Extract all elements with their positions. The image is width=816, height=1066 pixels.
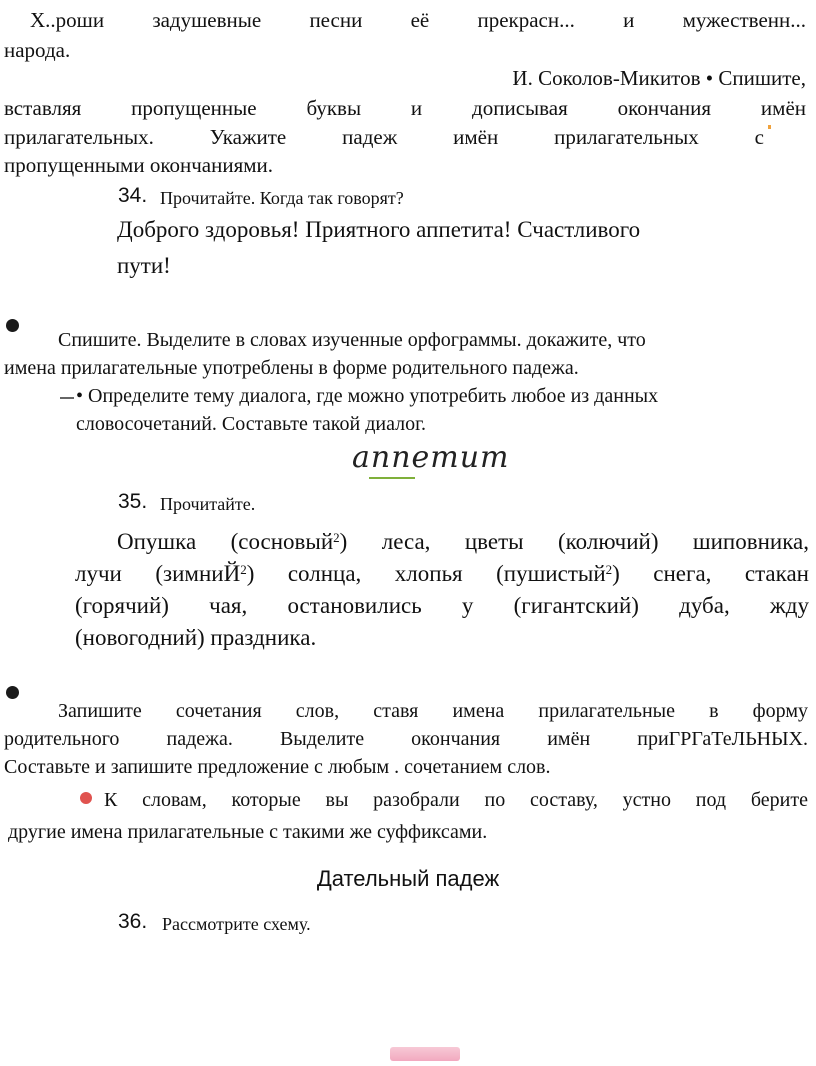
exercise-35-line-3: (горячий) чая, остановились у (гигантский) дуба, жду [75,593,809,618]
exercise-35-task-2-line-1: К словам, которые вы разобрали по составу, устно под берите [104,789,808,811]
author-line: И. Соколов-Микитов • Спишите, [512,66,806,90]
exercise-35-task-1-line-3: Составьте и запишите предложение с любым . сочетанием слов. [4,756,551,778]
task-line-2: прилагательных. Укажите падеж имён прилагательных с [4,125,764,149]
pink-strip [390,1047,460,1061]
exercise-35-line-4: (новогодний) праздника. [75,625,317,650]
exercise-35-line-1: Опушка (сосновый$^2$) леса, цветы (колючий) шиповника, [117,529,809,554]
exercise-34-text-line-2: пути! [117,253,171,278]
exercise-34-task-1-line-1: Спишите. Выделите в словах изученные орфограммы. докажите, что [58,329,646,351]
exercise-35-task-2-line-2: другие имена прилагательные с такими же суффиксами. [8,821,488,843]
exercise-35-number: 35. [118,490,148,513]
exercise-36-number: 36. [118,910,148,933]
exercise-34-task-2-line-1: • Определите тему диалога, где можно употребить любое из данных [76,385,659,407]
handwriting-underline [369,477,415,479]
intro-line-2: народа. [4,38,71,62]
exercise-35-task-1-line-2: родительного падежа. Выделите окончания имён приГРГаТеЛЬНЫХ. [4,728,808,750]
exercise-36-instruction: Рассмотрите схему. [162,914,311,934]
handwriting-word [352,440,510,480]
task-line-3: пропущенными окончаниями. [4,153,274,177]
handwriting-text: аппетит [352,440,510,475]
section-title: Дательный падеж [316,866,500,891]
exercise-35-line-2: лучи (зимниЙ$^2$) солнца, хлопья (пушистый$^2$) снега, стакан [75,561,809,586]
exercise-34-text-line-1: Доброго здоровья! Приятного аппетита! Счастливого [117,217,641,242]
exercise-34-number: 34. [118,184,148,207]
bullet-icon [6,319,19,332]
dash-mark [60,397,74,399]
orange-speck [768,125,771,129]
exercise-34-task-2-line-2: словосочетаний. Составьте такой диалог. [76,413,427,435]
red-dot-icon [80,792,92,804]
exercise-34-task-1-line-2: имена прилагательные употреблены в форме родительного падежа. [4,357,579,379]
task-line-1: вставляя пропущенные буквы и дописывая окончания имён [4,96,806,120]
exercise-34-instruction: Прочитайте. Когда так говорят? [160,188,404,208]
bullet-icon [6,686,19,699]
exercise-35-instruction: Прочитайте. [160,494,256,514]
intro-line-1: Х..роши задушевные песни её прекрасн... и мужественн... [30,8,806,32]
exercise-35-task-1-line-1: Запишите сочетания слов, ставя имена прилагательные в форму [58,700,808,722]
